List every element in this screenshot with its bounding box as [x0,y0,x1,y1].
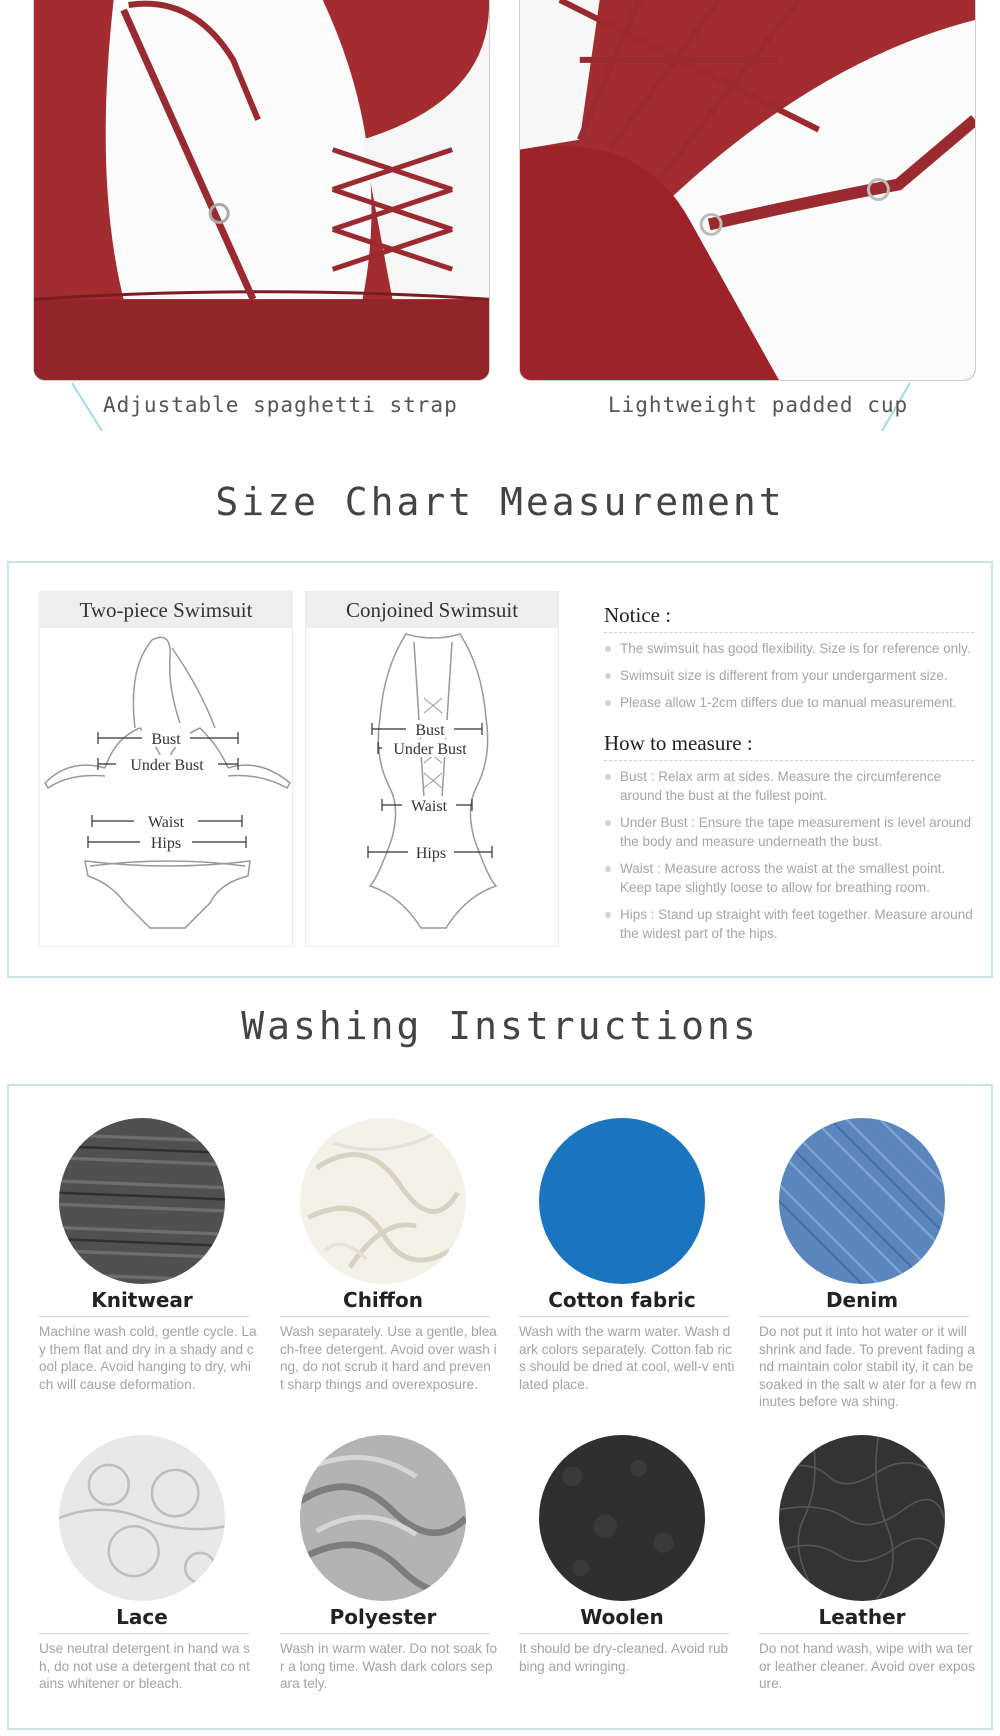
fabric-description: Wash in warm water. Do not soak for a long time. Wash dark colors separa tely. [280,1641,498,1691]
measure-item-bust: Bust : Relax arm at sides. Measure the circumference around the bust at the fullest point. [604,767,974,805]
conjoined-hips-label: Hips [415,845,447,862]
woolen-swatch-icon [539,1435,705,1601]
divider [280,1316,490,1317]
cotton-swatch-icon [539,1118,705,1284]
two-piece-diagram [39,591,293,947]
lace-swatch-icon [59,1435,225,1601]
bikini-outline-icon [40,628,294,948]
size-chart-title: Size Chart Measurement [215,480,785,524]
fabric-name: Lace [116,1605,168,1629]
measure-item-waist: Waist : Measure across the waist at the smallest point. Keep tape slightly loose to allow for breathing room. [604,859,974,897]
conjoined-title: Conjoined Swimsuit [306,592,558,628]
two-piece-under-bust-label: Under Bust [130,757,204,774]
fabric-description: Use neutral detergent in hand wa sh, do not use a detergent that co ntains whitener or bleach. [39,1641,250,1691]
knitwear-swatch-icon [59,1118,225,1284]
measure-item-hips: Hips : Stand up straight with feet together. Measure around the widest part of the hips. [604,905,974,943]
notice-item: The swimsuit has good flexibility. Size is for reference only. [604,639,974,658]
two-piece-title: Two-piece Swimsuit [40,592,292,628]
cup-caption: Lightweight padded cup [608,393,909,417]
leather-swatch-icon [779,1435,945,1601]
fabric-name: Chiffon [343,1288,423,1312]
strap-detail-photo [33,0,490,381]
fabric-description: Wash separately. Use a gentle, blea ch-free detergent. Avoid over wash ing, do not scrub it hard and preven t sharp things and overexposure. [280,1324,497,1392]
strap-caption: Adjustable spaghetti strap [103,393,458,417]
divider [519,1316,729,1317]
fabric-description: Do not hand wash, wipe with wa ter or leather cleaner. Avoid over exposure. [759,1641,975,1691]
divider [519,1633,729,1634]
one-piece-outline-icon [306,628,560,948]
conjoined-bust-label: Bust [415,722,445,739]
washing-instructions-title: Washing Instructions [241,1004,759,1048]
how-to-measure-heading: How to measure : [604,731,974,761]
divider [39,1316,249,1317]
denim-swatch-icon [779,1118,945,1284]
notice-item: Swimsuit size is different from your undergarment size. [604,666,974,685]
caption-accent-line-left [70,381,106,433]
divider [759,1633,969,1634]
washing-panel [7,1084,993,1730]
fabric-name: Leather [818,1605,906,1629]
two-piece-bust-label: Bust [151,731,181,748]
conjoined-diagram [305,591,559,947]
two-piece-waist-label: Waist [147,814,185,831]
polyester-swatch-icon [300,1435,466,1601]
notice-heading: Notice : [604,603,974,633]
divider [39,1633,249,1634]
divider [280,1633,490,1634]
chiffon-swatch-icon [300,1118,466,1284]
fabric-name: Woolen [580,1605,664,1629]
conjoined-under-bust-label: Under Bust [393,741,467,758]
fabric-name: Denim [825,1288,899,1312]
how-to-measure-section [604,731,974,951]
conjoined-waist-label: Waist [410,798,448,815]
divider [759,1316,969,1317]
fabric-description: Wash with the warm water. Wash dark colors separately. Cotton fab rics should be dried at cool, well-v entilated place. [519,1324,735,1392]
measure-item-under-bust: Under Bust : Ensure the tape measurement is level around the body and measure underneath the bust. [604,813,974,851]
padded-cup-photo [519,0,976,381]
size-chart-panel [7,561,993,978]
fabric-description: It should be dry-cleaned. Avoid rub bing and wringing. [519,1641,729,1674]
fabric-description: Do not put it into hot water or it will shrink and fade. To prevent fading and maintain color stabil ity, it can be soaked in the salt w ater for a few minutes before wa shing. [759,1324,977,1409]
fabric-name: Cotton fabric [548,1288,696,1312]
notice-item: Please allow 1-2cm differs due to manual measurement. [604,693,974,712]
fabric-name: Polyester [329,1605,437,1629]
two-piece-hips-label: Hips [150,835,182,852]
fabric-description: Machine wash cold, gentle cycle. Lay them flat and dry in a shady and cool place. Avoid hanging to dry, which will cause deformation. [39,1324,257,1392]
fabric-name: Knitwear [91,1288,193,1312]
notice-section [604,603,974,720]
